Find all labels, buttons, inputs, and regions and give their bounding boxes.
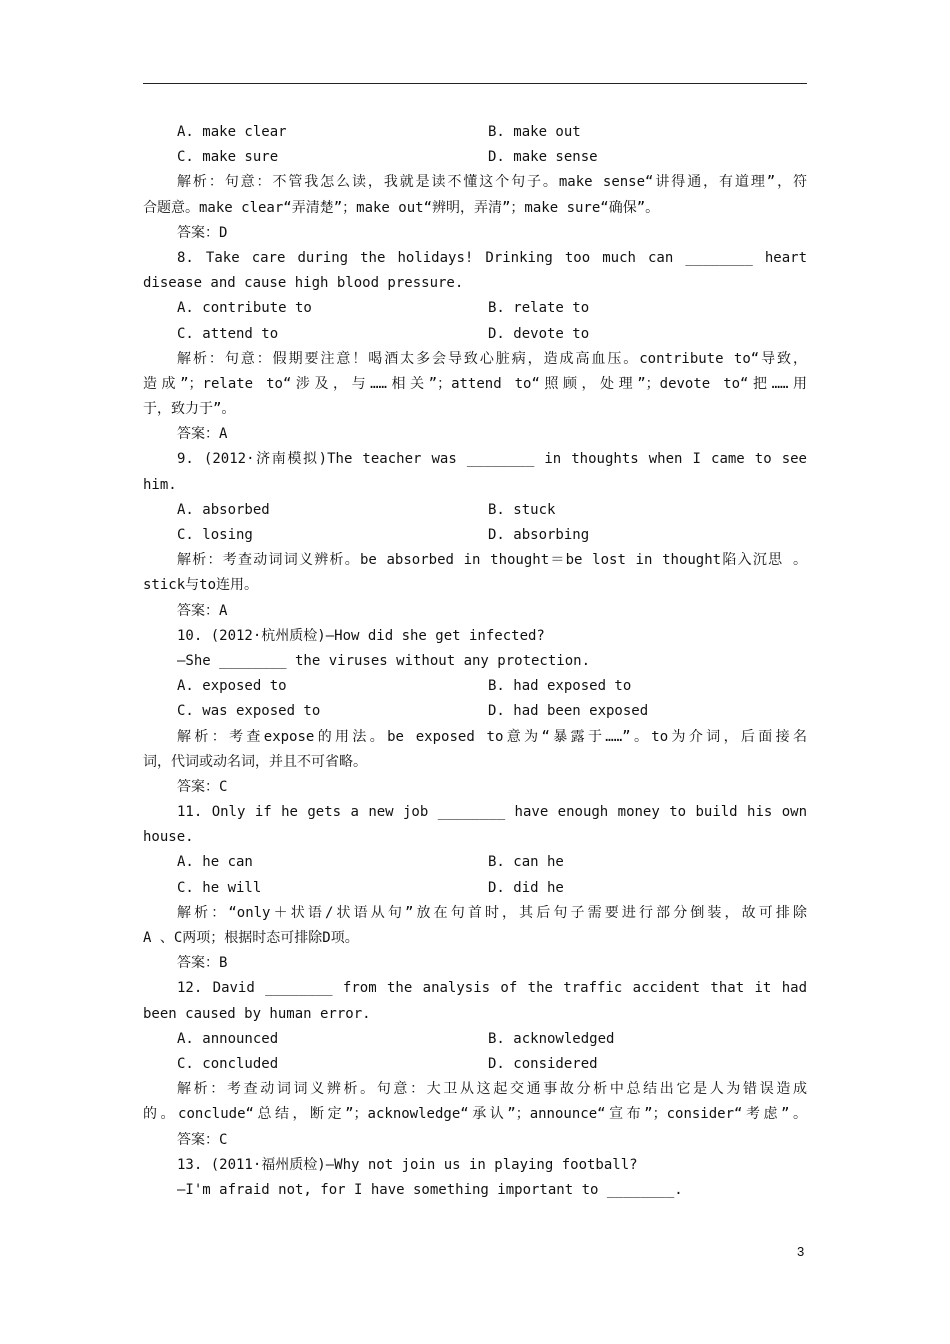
options-row — [143, 498, 807, 523]
text-line: 解析：句意：不管我怎么读，我就是读不懂这个句子。make sense“讲得通，有道理”，符 — [177, 174, 807, 191]
text-line: 于，致力于”。 — [143, 401, 236, 418]
options-row — [143, 1027, 807, 1052]
text-line: 解析：考查expose的用法。be exposed to意为“暴露于……”。to为介词，后面接名 — [177, 728, 807, 745]
text-line: 答案：A — [177, 426, 228, 443]
options-row — [143, 523, 807, 548]
option-left: A. contribute to — [177, 300, 312, 317]
document-body — [143, 120, 807, 1203]
option-right: D. considered — [488, 1055, 598, 1072]
text-line: 词，代词或动名词，并且不可省略。 — [143, 753, 367, 770]
text-line: —She ________ the viruses without any protection. — [177, 652, 591, 669]
text-line: 9. (2012·济南模拟)The teacher was ________ in thoughts when I came to see — [177, 451, 807, 468]
text-line: 解析：考查动词词义辨析。句意：大卫从这起交通事故分析中总结出它是人为错误造成 — [177, 1081, 807, 1098]
option-right: B. can he — [488, 854, 564, 871]
text-line: 解析：句意：假期要注意！喝酒太多会导致心脏病，造成高血压。contribute to“导致， — [177, 350, 807, 367]
options-row — [143, 120, 807, 145]
text-line: 8. Take care during the holidays! Drinking too much can ________ heart — [177, 249, 807, 266]
options-row — [143, 1052, 807, 1077]
options-row — [143, 145, 807, 170]
option-left: A. absorbed — [177, 501, 270, 518]
option-right: D. devote to — [488, 325, 590, 342]
text-line: 合题意。make clear“弄清楚”；make out“辨明，弄清”；make sure“确保”。 — [143, 199, 660, 216]
option-left: C. he will — [177, 879, 262, 896]
text-line: 答案：C — [177, 778, 228, 795]
text-line: 13. (2011·福州质检)—Why not join us in playing football? — [177, 1156, 638, 1173]
text-line: 11. Only if he gets a new job ________ have enough money to build his own — [177, 804, 807, 821]
options-row — [143, 876, 807, 901]
option-right: B. make out — [488, 124, 581, 140]
option-right: B. stuck — [488, 501, 556, 518]
option-right: D. absorbing — [488, 527, 590, 543]
text-line: 10. (2012·杭州质检)—How did she get infected? — [177, 627, 545, 644]
text-line: him. — [143, 476, 177, 493]
text-line: —I'm afraid not, for I have something important to ________. — [177, 1181, 683, 1198]
text-line: 12. David ________ from the analysis of the traffic accident that it had — [177, 980, 807, 997]
option-left: C. concluded — [177, 1055, 279, 1072]
options-row — [143, 699, 807, 724]
option-left: C. losing — [177, 527, 253, 543]
option-left: A. make clear — [177, 124, 287, 140]
option-left: C. attend to — [177, 325, 279, 342]
text-line: 的。conclude“总结，断定”；acknowledge“承认”；announce“宣布”；consider“考虑”。 — [143, 1106, 807, 1123]
options-row — [143, 296, 807, 321]
text-line: disease and cause high blood pressure. — [143, 275, 464, 292]
option-left: A. exposed to — [177, 678, 287, 695]
text-line: 答案：D — [177, 224, 228, 241]
text-line: 造成”；relate to“涉及，与……相关”；attend to“照顾，处理”；devote to“把……用 — [143, 375, 807, 392]
text-line: 解析：考查动词词义辨析。be absorbed in thought＝be lost in thought陷入沉思 。 — [177, 552, 807, 569]
text-line: A 、C两项；根据时态可排除D项。 — [143, 930, 359, 946]
text-line: 答案：C — [177, 1131, 228, 1148]
options-row — [143, 674, 807, 699]
text-line: been caused by human error. — [143, 1005, 371, 1022]
option-right: B. had exposed to — [488, 678, 632, 695]
option-left: A. announced — [177, 1030, 279, 1047]
options-row — [143, 850, 807, 875]
option-right: D. had been exposed — [488, 703, 649, 720]
option-right: B. acknowledged — [488, 1030, 615, 1047]
options-row — [143, 322, 807, 347]
option-right: B. relate to — [488, 300, 590, 317]
option-left: C. make sure — [177, 149, 279, 166]
text-line: house. — [143, 829, 194, 846]
header-rule — [143, 83, 807, 84]
option-right: D. did he — [488, 879, 564, 896]
text-line: 答案：B — [177, 955, 228, 972]
option-left: C. was exposed to — [177, 703, 321, 720]
page-number: 3 — [797, 1244, 805, 1259]
text-line: stick与to连用。 — [143, 577, 259, 594]
option-left: A. he can — [177, 854, 253, 871]
text-line: 答案：A — [177, 602, 228, 619]
text-line: 解析：“only＋状语/状语从句”放在句首时，其后句子需要进行部分倒装，故可排除 — [177, 904, 807, 921]
option-right: D. make sense — [488, 149, 598, 166]
